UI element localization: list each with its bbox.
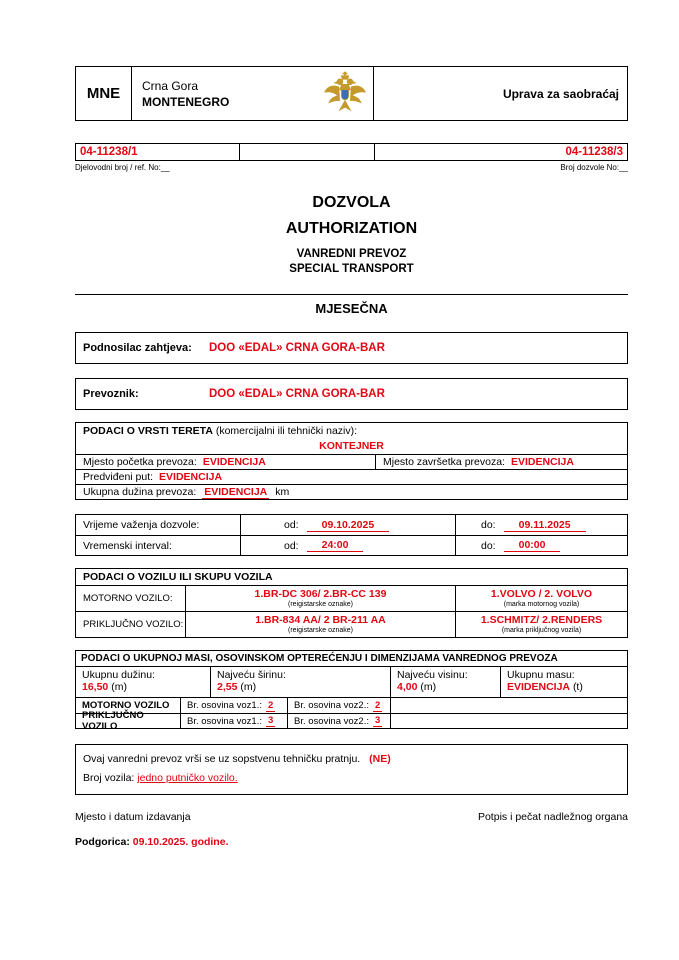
- total-mass-label: Ukupnu masu:: [507, 669, 575, 681]
- route-label: Predviđeni put:: [83, 471, 154, 483]
- max-height-unit: (m): [420, 681, 437, 693]
- dimensions-row: [76, 667, 627, 698]
- signature-label: Potpis i pečat nadležnog organa: [477, 811, 628, 823]
- title-authorization: AUTHORIZATION: [285, 220, 418, 237]
- trailer-axle2-label: Br. osovina voz2.:: [294, 715, 369, 727]
- motor-make-value: 1.VOLVO / 2. VOLVO: [490, 588, 593, 600]
- trailer-axle-vehicle: PRIKLJUČNO VOZILO: [76, 714, 181, 728]
- escort-statement-line: [83, 750, 620, 769]
- total-distance-label: Ukupna dužina prevoza:: [83, 486, 197, 498]
- permit-number-box: [375, 143, 628, 161]
- trailer-axle-empty-cell: [391, 714, 627, 728]
- issue-place-label: Mjesto i datum izdavanja: [75, 811, 191, 823]
- carrier-label: Prevoznik:: [83, 388, 139, 400]
- trailer-axle2-value: 3: [374, 715, 381, 726]
- transport-end-label: Mjesto završetka prevoza:: [383, 456, 505, 468]
- trailer-make-cell: [456, 612, 627, 637]
- interval-from-cell: [241, 536, 456, 555]
- max-width-value: 2,55: [217, 681, 238, 693]
- trailer-axle1-value: 3: [267, 715, 274, 726]
- country-name: Crna Gora: [142, 78, 199, 93]
- interval-from-label: od:: [284, 539, 299, 552]
- total-distance-unit: km: [275, 486, 290, 498]
- trailer-plates-value: 1.BR-834 AA/ 2 BR-211 AA: [255, 614, 386, 626]
- motor-axle-vehicle: MOTORNO VOZILO: [76, 698, 181, 713]
- cargo-title: [76, 423, 627, 439]
- route-value: EVIDENCIJA: [159, 471, 223, 483]
- motor-make-caption: (marka motornog vozila): [503, 601, 580, 608]
- escort-vehicles-value: jedno putničko vozilo.: [137, 772, 238, 784]
- reference-captions: [75, 163, 628, 172]
- country-name-en: MONTENEGRO: [142, 94, 230, 109]
- transport-start-value: EVIDENCIJA: [202, 456, 266, 468]
- footer-labels: [75, 811, 628, 823]
- empty-box: [240, 143, 375, 161]
- cargo-section: [75, 422, 628, 500]
- interval-to-label: do:: [481, 539, 496, 552]
- max-width-unit: (m): [240, 681, 257, 693]
- document-titles: [75, 194, 628, 275]
- motor-axle1-value: 2: [267, 699, 274, 711]
- vehicles-section: [75, 568, 628, 638]
- country-code: MNE: [76, 67, 132, 120]
- authorization-document: [75, 66, 628, 848]
- permit-number: 04-11238/3: [565, 146, 623, 158]
- validity-to-label: do:: [481, 519, 496, 531]
- time-interval-row: [76, 535, 627, 555]
- trailer-plates-cell: [186, 612, 456, 637]
- total-mass-unit: (t): [572, 681, 583, 693]
- trailer-vehicle-label: PRIKLJUČNO VOZILO:: [76, 612, 186, 637]
- transport-end-value: EVIDENCIJA: [510, 456, 574, 468]
- title-dozvola: DOZVOLA: [312, 194, 391, 211]
- applicant-value: DOO «EDAL» CRNA GORA-BAR: [209, 342, 385, 354]
- document-header: [75, 66, 628, 121]
- escort-statement: Ovaj vanredni prevoz vrši se uz sopstvenu tehničku pratnju.: [83, 753, 361, 765]
- validity-period-label: Vrijeme važenja dozvole:: [76, 515, 241, 535]
- validity-period-row: [76, 515, 627, 535]
- max-height-cell: [391, 667, 501, 697]
- trailer-axle-row: [76, 710, 627, 732]
- motor-plates-cell: [186, 586, 456, 611]
- issue-date-line: [75, 836, 628, 848]
- motor-axle1-label: Br. osovina voz1.:: [187, 700, 262, 711]
- validity-from-cell: [241, 515, 456, 535]
- total-distance-row: [76, 484, 627, 499]
- total-distance-value: EVIDENCIJA: [204, 485, 268, 498]
- carrier-value: DOO «EDAL» CRNA GORA-BAR: [209, 388, 385, 400]
- trailer-axle1-label: Br. osovina voz1.:: [187, 715, 262, 727]
- ref-caption: Djelovodni broj / ref. No:__: [75, 163, 170, 172]
- validity-from-label: od:: [284, 519, 299, 531]
- cargo-title-rest: (komercijalni ili tehnički naziv):: [215, 425, 358, 437]
- trailer-plates-caption: (reigistarske oznake): [288, 627, 353, 634]
- total-mass-cell: [501, 667, 627, 697]
- dimensions-title: PODACI O UKUPNOJ MASI, OSOVINSKOM OPTEREĆENJU I DIMENZIJAMA VANREDNOG PREVOZA: [76, 651, 627, 667]
- interval-from-value: 24:00: [307, 539, 364, 552]
- applicant-section: [75, 332, 628, 364]
- total-length-value: 16,50: [82, 681, 109, 693]
- trailer-vehicle-row: [76, 611, 627, 637]
- ref-number-box: [75, 143, 240, 161]
- carrier-section: [75, 378, 628, 410]
- motor-axle2-label: Br. osovina voz2.:: [294, 700, 369, 711]
- trailer-make-caption: (marka priključnog vozila): [501, 627, 582, 634]
- max-width-label: Najveću širinu:: [217, 669, 286, 681]
- horizontal-rule: [75, 294, 628, 295]
- escort-vehicles-line: [83, 769, 620, 788]
- validity-from-value: 09.10.2025: [307, 519, 390, 532]
- permit-caption: Broj dozvole No:__: [560, 163, 628, 172]
- escort-answer: (NE): [369, 753, 391, 765]
- subtitle-vanredni-prevoz: VANREDNI PREVOZ: [296, 248, 407, 260]
- escort-section: [75, 744, 628, 795]
- interval-to-cell: [456, 536, 627, 555]
- header-middle-cell: [132, 67, 374, 120]
- transport-start-cell: [76, 455, 376, 469]
- motor-plates-caption: (reigistarske oznake): [288, 601, 353, 608]
- subtitle-special-transport: SPECIAL TRANSPORT: [289, 263, 414, 275]
- motor-make-cell: [456, 586, 627, 611]
- validity-to-cell: [456, 515, 627, 535]
- cargo-title-bold: PODACI O VRSTI TERETA: [83, 425, 213, 437]
- transport-start-label: Mjesto početka prevoza:: [83, 456, 197, 468]
- trailer-make-value: 1.SCHMITZ/ 2.RENDERS: [480, 614, 603, 626]
- total-length-label: Ukupnu dužinu:: [82, 669, 155, 681]
- period-label: MJESEČNA: [315, 301, 388, 316]
- max-width-cell: [211, 667, 391, 697]
- motor-axle-empty-cell: [391, 698, 627, 713]
- motor-axle1-cell: [181, 698, 288, 713]
- validity-section: [75, 514, 628, 556]
- interval-to-value: 00:00: [504, 539, 561, 552]
- ref-number: 04-11238/1: [80, 146, 138, 158]
- dimensions-section: [75, 650, 628, 732]
- country-names: [142, 79, 229, 109]
- motor-plates-value: 1.BR-DC 306/ 2.BR-CC 139: [254, 588, 387, 600]
- applicant-label: Podnosilac zahtjeva:: [83, 342, 192, 354]
- total-length-unit: (m): [111, 681, 127, 693]
- motor-axle2-value: 2: [374, 699, 381, 711]
- interval-label: Vremenski interval:: [76, 536, 241, 555]
- agency-name: Uprava za saobraćaj: [502, 86, 619, 101]
- validity-to-value: 09.11.2025: [504, 519, 586, 532]
- transport-end-cell: [376, 455, 627, 469]
- cargo-start-end-row: [76, 454, 627, 469]
- motor-axle2-cell: [288, 698, 391, 713]
- total-length-cell: [76, 667, 211, 697]
- montenegro-coat-of-arms-icon: [322, 71, 368, 117]
- motor-vehicle-row: [76, 586, 627, 611]
- total-mass-value: EVIDENCIJA: [507, 681, 571, 693]
- trailer-axle1-cell: [181, 714, 288, 728]
- escort-vehicles-label: Broj vozila:: [83, 772, 135, 784]
- reference-row: [75, 143, 628, 161]
- trailer-axle2-cell: [288, 714, 391, 728]
- max-height-label: Najveću visinu:: [397, 669, 468, 681]
- issue-date: 09.10.2025. godine.: [132, 836, 229, 848]
- cargo-name: KONTEJNER: [319, 440, 384, 452]
- route-row: [76, 469, 627, 484]
- motor-vehicle-label: MOTORNO VOZILO:: [76, 586, 186, 611]
- vehicles-title: PODACI O VOZILU ILI SKUPU VOZILA: [76, 569, 627, 586]
- max-height-value: 4,00: [397, 681, 418, 693]
- issue-city: Podgorica:: [75, 836, 130, 848]
